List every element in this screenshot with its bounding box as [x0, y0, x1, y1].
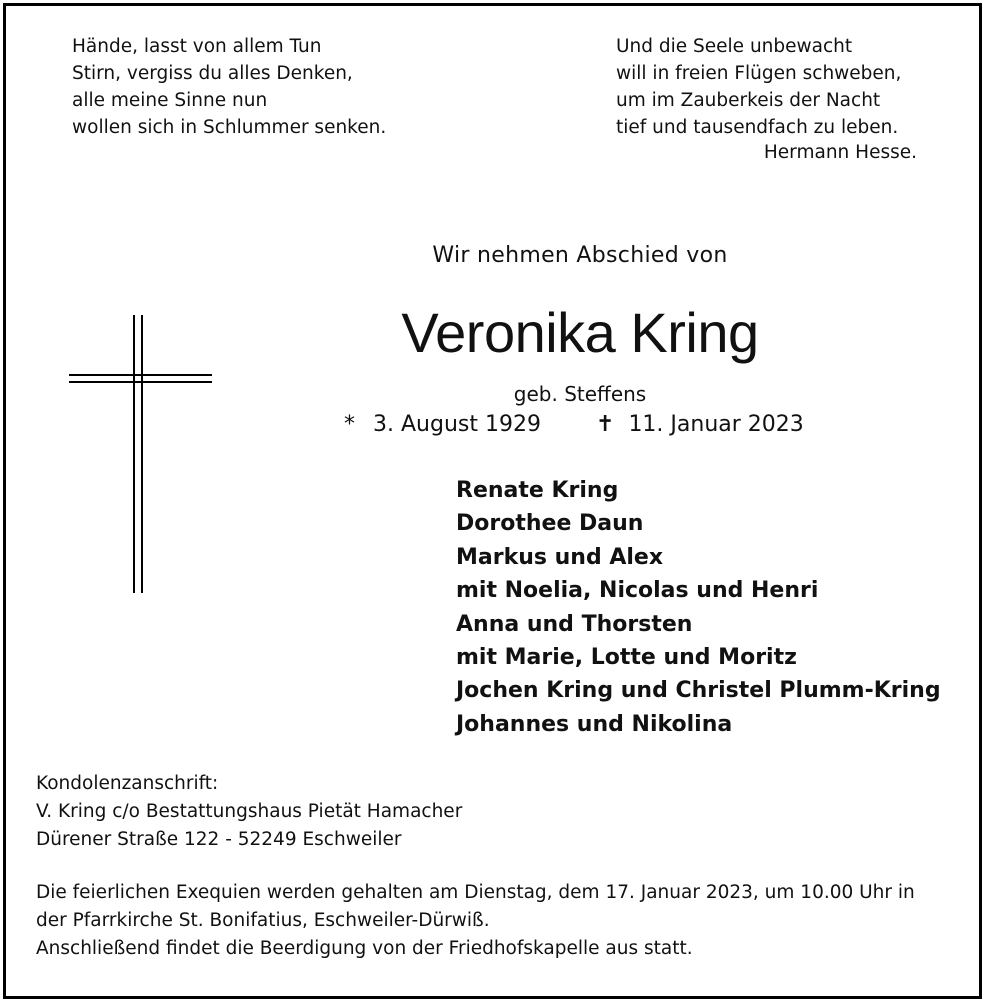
- poem-line: Hände, lasst von allem Tun: [72, 36, 322, 57]
- poem-line: alle meine Sinne nun: [72, 90, 268, 111]
- poem-line: Und die Seele unbewacht: [616, 36, 853, 57]
- list-item: Dorothee Daun: [456, 511, 644, 537]
- death-date-line: [596, 412, 804, 437]
- death-cross-icon: ✝: [596, 412, 615, 437]
- birth-date-line: [344, 412, 541, 437]
- list-item: Jochen Kring und Christel Plumm-Kring: [456, 678, 941, 704]
- list-item: Renate Kring: [456, 478, 619, 503]
- poem-line: will in freien Flügen schweben,: [616, 63, 902, 84]
- mourners-list: [456, 474, 941, 741]
- poem-line: Stirn, vergiss du alles Denken,: [72, 63, 353, 84]
- poem-author: Hermann Hesse.: [763, 142, 917, 163]
- list-item: Markus und Alex: [456, 544, 664, 570]
- maiden-name: geb. Steffens: [513, 382, 647, 406]
- poem-line: um im Zauberkeis der Nacht: [616, 90, 881, 111]
- service-line: Die feierlichen Exequien werden gehalten am Dienstag, dem 17. Januar 2023, um 10.00 Uhr in: [36, 882, 915, 903]
- service-line: Anschließend findet die Beerdigung von der Friedhofskapelle aus statt.: [36, 938, 693, 959]
- address-line: Kondolenzanschrift:: [36, 773, 219, 794]
- death-date: 11. Januar 2023: [628, 412, 804, 437]
- poem-left-stanza: [72, 33, 386, 141]
- service-line: der Pfarrkirche St. Bonifatius, Eschweiler-Dürwiß.: [36, 910, 490, 931]
- list-item: mit Marie, Lotte und Moritz: [456, 645, 797, 671]
- address-line: V. Kring c/o Bestattungshaus Pietät Hamacher: [36, 801, 463, 822]
- list-item: Johannes und Nikolina: [456, 711, 733, 737]
- poem-line: tief und tausendfach zu leben.: [616, 117, 899, 138]
- farewell-intro: Wir nehmen Abschied von: [432, 243, 728, 268]
- list-item: Anna und Thorsten: [456, 611, 693, 637]
- poem-right-stanza: [616, 33, 901, 141]
- funeral-service-info: [36, 879, 915, 963]
- birth-star-icon: *: [344, 412, 355, 437]
- deceased-name: Veronika Kring: [401, 301, 759, 364]
- list-item: mit Noelia, Nicolas und Henri: [456, 578, 819, 604]
- poem-line: wollen sich in Schlummer senken.: [72, 117, 387, 138]
- birth-date: 3. August 1929: [373, 412, 541, 437]
- address-line: Dürener Straße 122 - 52249 Eschweiler: [36, 829, 402, 850]
- condolence-address: [36, 770, 462, 854]
